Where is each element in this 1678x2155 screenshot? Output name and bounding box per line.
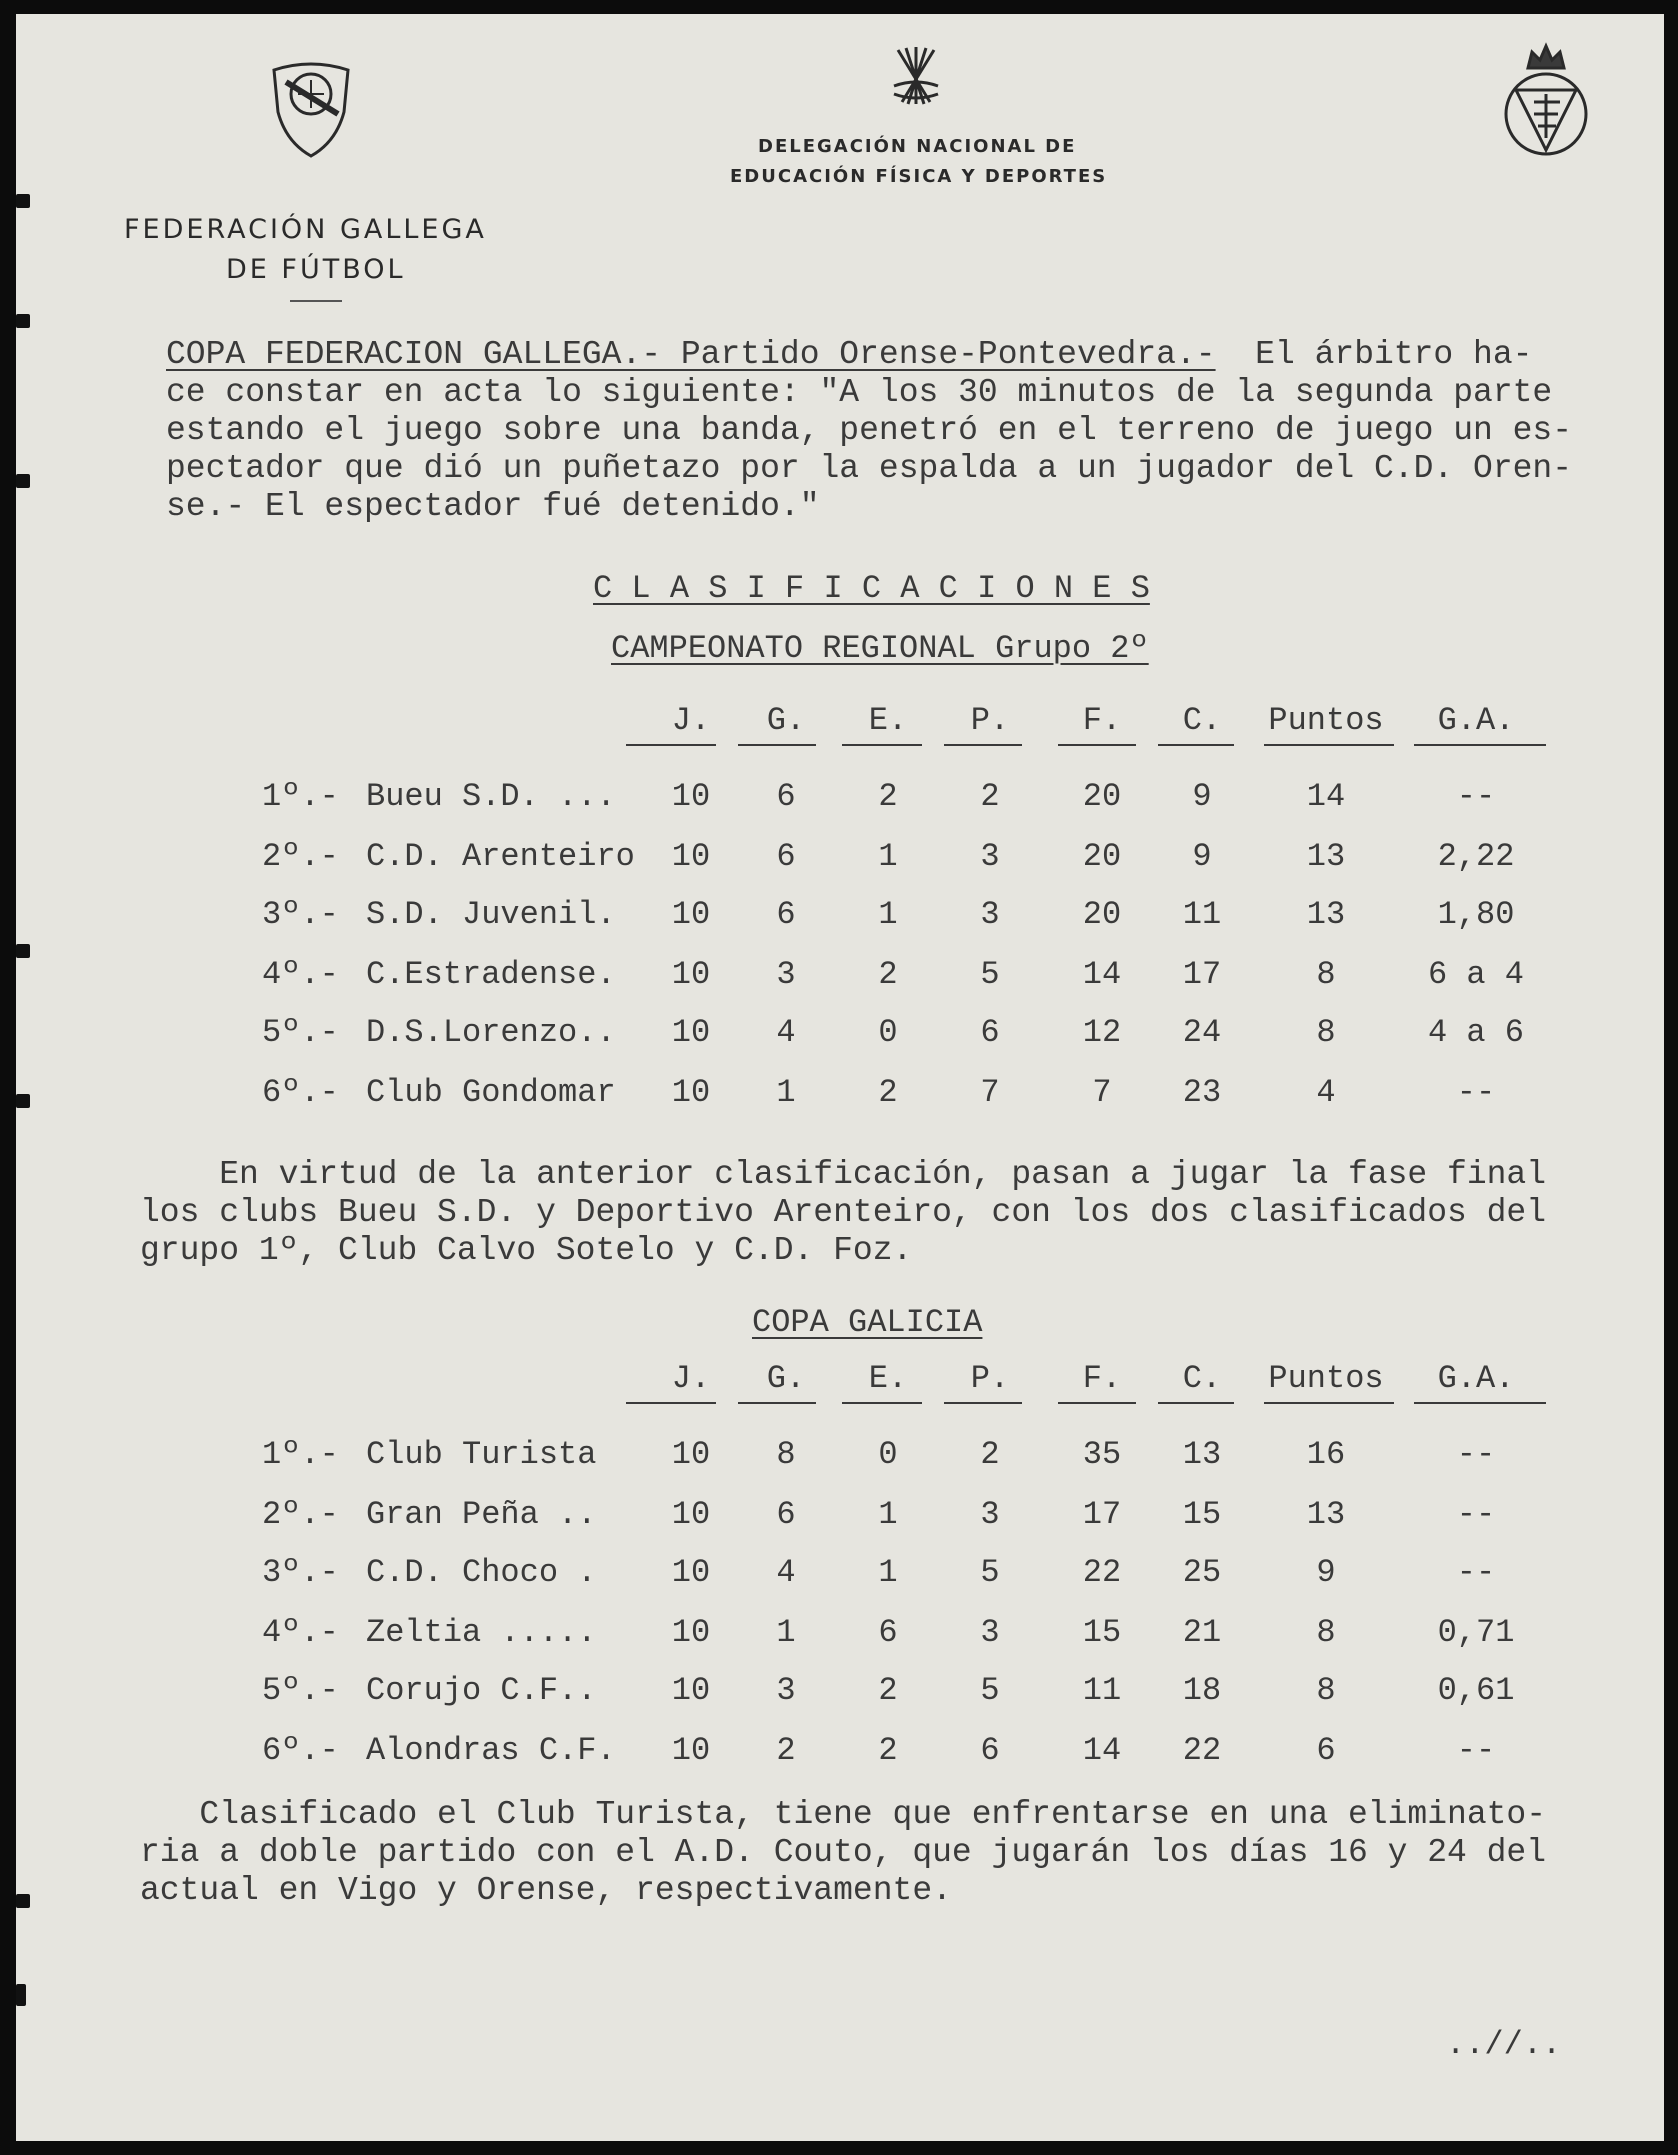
table-cell: 1,80: [1437, 896, 1515, 933]
table-cell: 15: [1082, 1614, 1122, 1651]
table-cell: 17: [1082, 1496, 1122, 1533]
table-cell: 8: [1316, 1014, 1336, 1051]
table-cell: 21: [1182, 1614, 1222, 1651]
para2-line-2: los clubs Bueu S.D. y Deportivo Arenteiro, con los dos clasificados del: [140, 1194, 1547, 1231]
column-header-underline: [738, 744, 816, 746]
table-cell: 10: [671, 1436, 711, 1473]
table-cell: 7: [1092, 1074, 1112, 1111]
table-cell: 2: [878, 778, 898, 815]
column-header: Puntos: [1268, 1360, 1384, 1397]
column-header-underline: [1414, 1402, 1546, 1404]
table-cell: 2: [980, 1436, 1000, 1473]
intro-line-1: [166, 336, 1532, 374]
column-header-underline: [1158, 744, 1234, 746]
yoke-and-arrows-emblem: [886, 42, 946, 112]
table-cell: --: [1456, 778, 1496, 815]
punch-mark: [16, 944, 30, 958]
row-team-name: Zeltia .....: [366, 1614, 597, 1651]
row-team-name: S.D. Juvenil.: [366, 896, 616, 933]
crowned-crest-logo: [1494, 38, 1598, 158]
para3-line-2: ria a doble partido con el A.D. Couto, que jugarán los días 16 y 24 del: [140, 1834, 1547, 1871]
table-cell: --: [1456, 1496, 1496, 1533]
column-header: P.: [970, 702, 1010, 739]
row-position: 4º.-: [262, 956, 339, 993]
column-header: P.: [970, 1360, 1010, 1397]
row-position: 4º.-: [262, 1614, 339, 1651]
punch-mark: [16, 314, 30, 328]
row-team-name: C.D. Choco .: [366, 1554, 597, 1591]
row-position: 6º.-: [262, 1732, 339, 1769]
row-position: 1º.-: [262, 778, 339, 815]
table-cell: 24: [1182, 1014, 1222, 1051]
table-cell: 6: [776, 838, 796, 875]
table-cell: 1: [878, 838, 898, 875]
table2-title: COPA GALICIA: [752, 1304, 983, 1341]
table-cell: 8: [776, 1436, 796, 1473]
table-cell: 9: [1192, 838, 1212, 875]
row-team-name: C.D. Arenteiro: [366, 838, 635, 875]
table-cell: 0,61: [1437, 1672, 1515, 1709]
row-team-name: Gran Peña ..: [366, 1496, 597, 1533]
table-cell: 22: [1182, 1732, 1222, 1769]
column-header-underline: [944, 744, 1022, 746]
column-header: G.: [766, 1360, 806, 1397]
table-cell: 10: [671, 1614, 711, 1651]
table-cell: 10: [671, 1014, 711, 1051]
section-title: C L A S I F I C A C I O N E S: [593, 570, 1150, 607]
table-cell: 18: [1182, 1672, 1222, 1709]
column-header-underline: [1414, 744, 1546, 746]
table-cell: 10: [671, 896, 711, 933]
punch-mark: [16, 474, 30, 488]
column-header: G.A.: [1437, 1360, 1515, 1397]
table-cell: 3: [980, 1614, 1000, 1651]
delegation-name-line2: EDUCACIÓN FÍSICA Y DEPORTES: [730, 166, 1108, 187]
table-cell: 6: [980, 1732, 1000, 1769]
table-cell: 13: [1182, 1436, 1222, 1473]
column-header-underline: [626, 744, 716, 746]
table-cell: 2,22: [1437, 838, 1515, 875]
table-cell: 6 a 4: [1427, 956, 1525, 993]
table-cell: 7: [980, 1074, 1000, 1111]
table-cell: 8: [1316, 956, 1336, 993]
table-cell: 4: [776, 1014, 796, 1051]
table-cell: 6: [776, 896, 796, 933]
row-team-name: Club Turista: [366, 1436, 597, 1473]
table-cell: 20: [1082, 778, 1122, 815]
table-cell: 10: [671, 838, 711, 875]
column-header: E.: [868, 702, 908, 739]
column-header: J.: [671, 702, 711, 739]
federation-name-line1: FEDERACIÓN GALLEGA: [124, 214, 487, 245]
column-header-underline: [944, 1402, 1022, 1404]
intro-line-1-rest: El árbitro ha-: [1215, 336, 1533, 373]
table-cell: 1: [878, 1554, 898, 1591]
table-cell: 10: [671, 1496, 711, 1533]
table-cell: 20: [1082, 838, 1122, 875]
table-cell: 35: [1082, 1436, 1122, 1473]
federation-shield-logo: [266, 52, 356, 162]
table-cell: --: [1456, 1074, 1496, 1111]
delegation-name-line1: DELEGACIÓN NACIONAL DE: [758, 136, 1077, 157]
column-header: J.: [671, 1360, 711, 1397]
column-header: C.: [1182, 1360, 1222, 1397]
column-header: E.: [868, 1360, 908, 1397]
table-cell: 1: [776, 1074, 796, 1111]
table-cell: --: [1456, 1732, 1496, 1769]
row-position: 1º.-: [262, 1436, 339, 1473]
intro-line-2: ce constar en acta lo siguiente: "A los 30 minutos de la segunda parte: [166, 374, 1553, 411]
table-cell: 10: [671, 956, 711, 993]
table-cell: 0,71: [1437, 1614, 1515, 1651]
table-cell: 13: [1306, 838, 1346, 875]
table-cell: 2: [776, 1732, 796, 1769]
table-cell: 22: [1082, 1554, 1122, 1591]
table-cell: 5: [980, 956, 1000, 993]
table-cell: 1: [878, 1496, 898, 1533]
para3-line-3: actual en Vigo y Orense, respectivamente.: [140, 1872, 952, 1909]
punch-mark: [16, 194, 30, 208]
table-cell: 5: [980, 1672, 1000, 1709]
table-cell: 3: [980, 896, 1000, 933]
table-cell: 2: [878, 956, 898, 993]
row-team-name: Corujo C.F..: [366, 1672, 597, 1709]
row-team-name: Club Gondomar: [366, 1074, 616, 1111]
row-team-name: Alondras C.F.: [366, 1732, 616, 1769]
table-cell: 20: [1082, 896, 1122, 933]
table-cell: 6: [1316, 1732, 1336, 1769]
column-header-underline: [842, 1402, 922, 1404]
intro-line-4: pectador que dió un puñetazo por la espalda a un jugador del C.D. Oren-: [166, 450, 1573, 487]
column-header: F.: [1082, 702, 1122, 739]
table-cell: --: [1456, 1554, 1496, 1591]
row-team-name: D.S.Lorenzo..: [366, 1014, 616, 1051]
document-page: [16, 14, 1664, 2141]
table-cell: 10: [671, 1554, 711, 1591]
row-position: 2º.-: [262, 1496, 339, 1533]
table-cell: 4: [776, 1554, 796, 1591]
punch-mark: [16, 1984, 26, 2006]
column-header-underline: [842, 744, 922, 746]
table-cell: 5: [980, 1554, 1000, 1591]
table-cell: 10: [671, 1672, 711, 1709]
table-cell: 25: [1182, 1554, 1222, 1591]
para3-line-1: Clasificado el Club Turista, tiene que enfrentarse en una eliminato-: [140, 1796, 1547, 1833]
table-cell: 3: [776, 956, 796, 993]
column-header-underline: [626, 1402, 716, 1404]
table-cell: 13: [1306, 896, 1346, 933]
table-cell: 10: [671, 1074, 711, 1111]
table-cell: 16: [1306, 1436, 1346, 1473]
para2-line-1: En virtud de la anterior clasificación, pasan a jugar la fase final: [140, 1156, 1547, 1193]
column-header: C.: [1182, 702, 1222, 739]
table-cell: 6: [980, 1014, 1000, 1051]
punch-mark: [16, 1094, 30, 1108]
table-cell: 14: [1082, 1732, 1122, 1769]
intro-line-3: estando el juego sobre una banda, penetró en el terreno de juego un es-: [166, 412, 1573, 449]
table-cell: 9: [1316, 1554, 1336, 1591]
table-cell: 14: [1306, 778, 1346, 815]
table-cell: 13: [1306, 1496, 1346, 1533]
table-cell: 3: [776, 1672, 796, 1709]
table-cell: 17: [1182, 956, 1222, 993]
table-cell: 14: [1082, 956, 1122, 993]
table-cell: 6: [776, 778, 796, 815]
row-position: 3º.-: [262, 896, 339, 933]
table-cell: 2: [878, 1074, 898, 1111]
row-position: 5º.-: [262, 1014, 339, 1051]
table-cell: 8: [1316, 1672, 1336, 1709]
row-position: 5º.-: [262, 1672, 339, 1709]
row-position: 3º.-: [262, 1554, 339, 1591]
header-divider: [290, 300, 342, 302]
column-header-underline: [1158, 1402, 1234, 1404]
intro-line-5: se.- El espectador fué detenido.": [166, 488, 820, 525]
intro-heading: COPA FEDERACION GALLEGA.- Partido Orense-Pontevedra.-: [166, 336, 1216, 373]
table-cell: 6: [776, 1496, 796, 1533]
column-header-underline: [1058, 1402, 1136, 1404]
row-position: 6º.-: [262, 1074, 339, 1111]
table-cell: 1: [776, 1614, 796, 1651]
table-cell: 2: [980, 778, 1000, 815]
table-cell: 11: [1082, 1672, 1122, 1709]
table-cell: 2: [878, 1732, 898, 1769]
table-cell: 11: [1182, 896, 1222, 933]
para2-line-3: grupo 1º, Club Calvo Sotelo y C.D. Foz.: [140, 1232, 913, 1269]
table-cell: 0: [878, 1436, 898, 1473]
table-cell: 23: [1182, 1074, 1222, 1111]
table-cell: 6: [878, 1614, 898, 1651]
punch-mark: [16, 1894, 30, 1908]
table-cell: 9: [1192, 778, 1212, 815]
column-header-underline: [1264, 744, 1394, 746]
row-team-name: Bueu S.D. ...: [366, 778, 616, 815]
column-header-underline: [738, 1402, 816, 1404]
table-cell: 3: [980, 1496, 1000, 1533]
table-cell: 10: [671, 1732, 711, 1769]
column-header: Puntos: [1268, 702, 1384, 739]
continuation-mark: ..//..: [1446, 2026, 1562, 2063]
table-cell: 2: [878, 1672, 898, 1709]
table-cell: 4 a 6: [1427, 1014, 1525, 1051]
column-header-underline: [1264, 1402, 1394, 1404]
table-cell: 15: [1182, 1496, 1222, 1533]
table-cell: 0: [878, 1014, 898, 1051]
table-cell: 4: [1316, 1074, 1336, 1111]
column-header-underline: [1058, 744, 1136, 746]
row-position: 2º.-: [262, 838, 339, 875]
row-team-name: C.Estradense.: [366, 956, 616, 993]
table-cell: 8: [1316, 1614, 1336, 1651]
table-cell: 1: [878, 896, 898, 933]
federation-name-line2: DE FÚTBOL: [226, 254, 406, 285]
table-cell: 3: [980, 838, 1000, 875]
table-cell: 12: [1082, 1014, 1122, 1051]
column-header: G.A.: [1437, 702, 1515, 739]
table-cell: 10: [671, 778, 711, 815]
column-header: G.: [766, 702, 806, 739]
column-header: F.: [1082, 1360, 1122, 1397]
table1-title: CAMPEONATO REGIONAL Grupo 2º: [611, 630, 1149, 667]
table-cell: --: [1456, 1436, 1496, 1473]
